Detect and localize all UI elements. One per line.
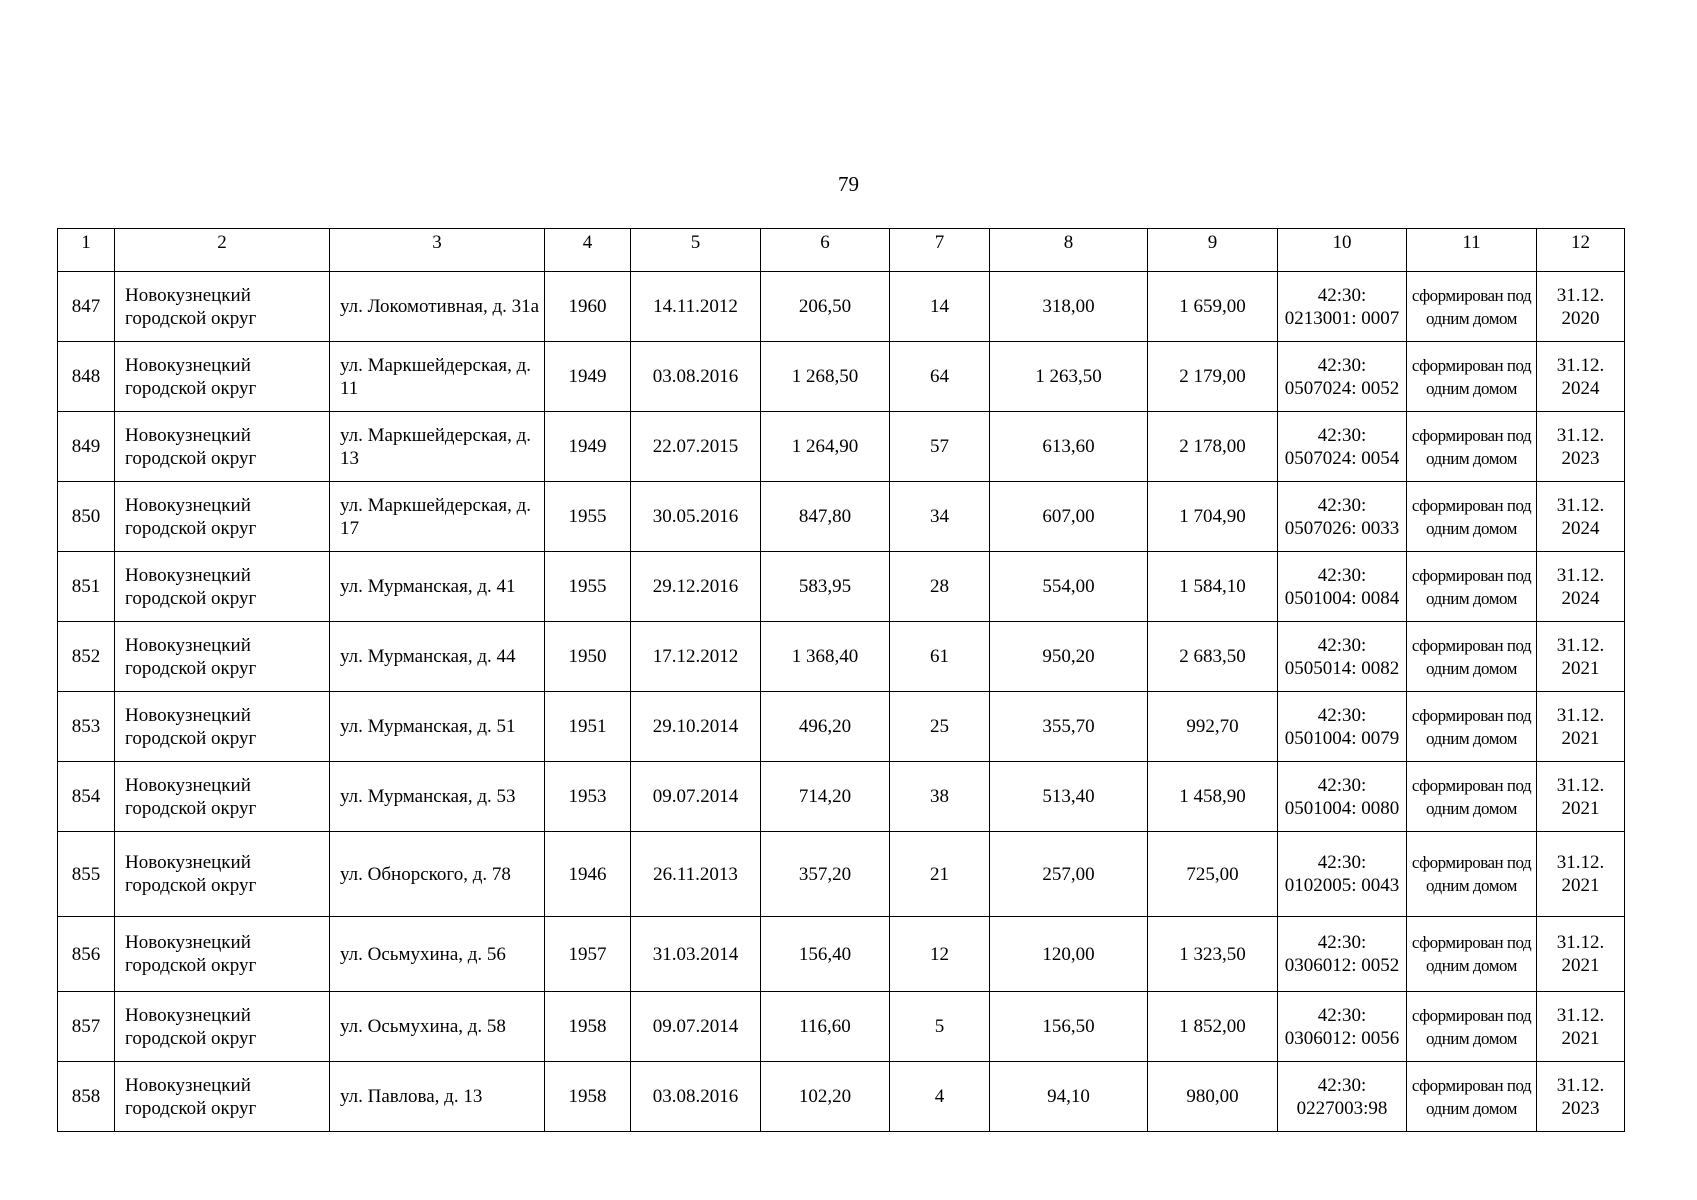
deadline-cell: 31.12. 2021 xyxy=(1537,762,1625,832)
municipality-cell: Новокузнецкий городской округ xyxy=(115,622,330,692)
column-header: 10 xyxy=(1278,229,1407,272)
deadline-cell: 31.12. 2024 xyxy=(1537,552,1625,622)
value-cell: 554,00 xyxy=(990,552,1148,622)
table-row xyxy=(58,917,1625,992)
value-cell: 94,10 xyxy=(990,1062,1148,1132)
row-number: 852 xyxy=(58,622,115,692)
value-cell: 1 584,10 xyxy=(1148,552,1278,622)
value-cell: 25 xyxy=(890,692,990,762)
deadline-cell: 31.12. 2023 xyxy=(1537,1062,1625,1132)
column-header: 4 xyxy=(545,229,631,272)
row-number: 848 xyxy=(58,342,115,412)
value-cell: 1 323,50 xyxy=(1148,917,1278,992)
row-number: 857 xyxy=(58,992,115,1062)
value-cell: 1 852,00 xyxy=(1148,992,1278,1062)
municipality-cell: Новокузнецкий городской округ xyxy=(115,917,330,992)
deadline-cell: 31.12. 2021 xyxy=(1537,692,1625,762)
status-cell: сформирован под одним домом xyxy=(1407,342,1537,412)
municipality-cell: Новокузнецкий городской округ xyxy=(115,692,330,762)
address-cell: ул. Локомотивная, д. 31а xyxy=(330,272,545,342)
column-header: 5 xyxy=(631,229,761,272)
date-cell: 26.11.2013 xyxy=(631,832,761,917)
value-cell: 4 xyxy=(890,1062,990,1132)
value-cell: 513,40 xyxy=(990,762,1148,832)
value-cell: 156,40 xyxy=(761,917,890,992)
cadastral-cell: 42:30: 0306012: 0056 xyxy=(1278,992,1407,1062)
year-cell: 1951 xyxy=(545,692,631,762)
value-cell: 64 xyxy=(890,342,990,412)
value-cell: 496,20 xyxy=(761,692,890,762)
date-cell: 09.07.2014 xyxy=(631,992,761,1062)
municipality-cell: Новокузнецкий городской округ xyxy=(115,412,330,482)
table-row xyxy=(58,482,1625,552)
value-cell: 57 xyxy=(890,412,990,482)
value-cell: 355,70 xyxy=(990,692,1148,762)
column-header: 1 xyxy=(58,229,115,272)
value-cell: 2 178,00 xyxy=(1148,412,1278,482)
cadastral-cell: 42:30: 0505014: 0082 xyxy=(1278,622,1407,692)
address-cell: ул. Мурманская, д. 44 xyxy=(330,622,545,692)
cadastral-cell: 42:30: 0306012: 0052 xyxy=(1278,917,1407,992)
address-cell: ул. Павлова, д. 13 xyxy=(330,1062,545,1132)
value-cell: 206,50 xyxy=(761,272,890,342)
year-cell: 1949 xyxy=(545,342,631,412)
value-cell: 357,20 xyxy=(761,832,890,917)
row-number: 855 xyxy=(58,832,115,917)
table-row xyxy=(58,762,1625,832)
column-header: 3 xyxy=(330,229,545,272)
column-header: 9 xyxy=(1148,229,1278,272)
status-cell: сформирован под одним домом xyxy=(1407,482,1537,552)
value-cell: 1 264,90 xyxy=(761,412,890,482)
table-row xyxy=(58,692,1625,762)
row-number: 856 xyxy=(58,917,115,992)
value-cell: 34 xyxy=(890,482,990,552)
table-row xyxy=(58,342,1625,412)
year-cell: 1957 xyxy=(545,917,631,992)
page-number: 79 xyxy=(838,172,859,196)
cadastral-cell: 42:30: 0501004: 0080 xyxy=(1278,762,1407,832)
address-cell: ул. Маркшейдерская, д. 17 xyxy=(330,482,545,552)
row-number: 851 xyxy=(58,552,115,622)
table-row xyxy=(58,412,1625,482)
year-cell: 1949 xyxy=(545,412,631,482)
deadline-cell: 31.12. 2023 xyxy=(1537,412,1625,482)
date-cell: 29.12.2016 xyxy=(631,552,761,622)
table-row xyxy=(58,272,1625,342)
status-cell: сформирован под одним домом xyxy=(1407,762,1537,832)
column-header: 2 xyxy=(115,229,330,272)
status-cell: сформирован под одним домом xyxy=(1407,917,1537,992)
column-header: 8 xyxy=(990,229,1148,272)
value-cell: 21 xyxy=(890,832,990,917)
cadastral-cell: 42:30: 0213001: 0007 xyxy=(1278,272,1407,342)
housing-registry-table xyxy=(57,228,1625,1132)
deadline-cell: 31.12. 2021 xyxy=(1537,832,1625,917)
value-cell: 102,20 xyxy=(761,1062,890,1132)
value-cell: 28 xyxy=(890,552,990,622)
status-cell: сформирован под одним домом xyxy=(1407,552,1537,622)
deadline-cell: 31.12. 2024 xyxy=(1537,482,1625,552)
address-cell: ул. Обнорского, д. 78 xyxy=(330,832,545,917)
value-cell: 980,00 xyxy=(1148,1062,1278,1132)
date-cell: 03.08.2016 xyxy=(631,342,761,412)
value-cell: 714,20 xyxy=(761,762,890,832)
value-cell: 12 xyxy=(890,917,990,992)
value-cell: 992,70 xyxy=(1148,692,1278,762)
value-cell: 318,00 xyxy=(990,272,1148,342)
row-number: 854 xyxy=(58,762,115,832)
deadline-cell: 31.12. 2021 xyxy=(1537,622,1625,692)
date-cell: 17.12.2012 xyxy=(631,622,761,692)
value-cell: 1 458,90 xyxy=(1148,762,1278,832)
date-cell: 14.11.2012 xyxy=(631,272,761,342)
row-number: 858 xyxy=(58,1062,115,1132)
table-row xyxy=(58,1062,1625,1132)
year-cell: 1953 xyxy=(545,762,631,832)
row-number: 847 xyxy=(58,272,115,342)
address-cell: ул. Мурманская, д. 51 xyxy=(330,692,545,762)
year-cell: 1955 xyxy=(545,552,631,622)
cadastral-cell: 42:30: 0507024: 0054 xyxy=(1278,412,1407,482)
date-cell: 31.03.2014 xyxy=(631,917,761,992)
municipality-cell: Новокузнецкий городской округ xyxy=(115,992,330,1062)
row-number: 849 xyxy=(58,412,115,482)
value-cell: 2 683,50 xyxy=(1148,622,1278,692)
date-cell: 30.05.2016 xyxy=(631,482,761,552)
year-cell: 1955 xyxy=(545,482,631,552)
status-cell: сформирован под одним домом xyxy=(1407,622,1537,692)
cadastral-cell: 42:30: 0501004: 0079 xyxy=(1278,692,1407,762)
status-cell: сформирован под одним домом xyxy=(1407,272,1537,342)
cadastral-cell: 42:30: 0501004: 0084 xyxy=(1278,552,1407,622)
deadline-cell: 31.12. 2020 xyxy=(1537,272,1625,342)
row-number: 850 xyxy=(58,482,115,552)
value-cell: 156,50 xyxy=(990,992,1148,1062)
status-cell: сформирован под одним домом xyxy=(1407,692,1537,762)
status-cell: сформирован под одним домом xyxy=(1407,992,1537,1062)
municipality-cell: Новокузнецкий городской округ xyxy=(115,482,330,552)
cadastral-cell: 42:30: 0102005: 0043 xyxy=(1278,832,1407,917)
date-cell: 03.08.2016 xyxy=(631,1062,761,1132)
status-cell: сформирован под одним домом xyxy=(1407,1062,1537,1132)
value-cell: 1 659,00 xyxy=(1148,272,1278,342)
value-cell: 257,00 xyxy=(990,832,1148,917)
value-cell: 847,80 xyxy=(761,482,890,552)
column-header: 11 xyxy=(1407,229,1537,272)
address-cell: ул. Маркшейдерская, д. 13 xyxy=(330,412,545,482)
value-cell: 950,20 xyxy=(990,622,1148,692)
status-cell: сформирован под одним домом xyxy=(1407,832,1537,917)
status-cell: сформирован под одним домом xyxy=(1407,412,1537,482)
deadline-cell: 31.12. 2024 xyxy=(1537,342,1625,412)
value-cell: 607,00 xyxy=(990,482,1148,552)
year-cell: 1950 xyxy=(545,622,631,692)
cadastral-cell: 42:30: 0507026: 0033 xyxy=(1278,482,1407,552)
value-cell: 116,60 xyxy=(761,992,890,1062)
value-cell: 583,95 xyxy=(761,552,890,622)
municipality-cell: Новокузнецкий городской округ xyxy=(115,272,330,342)
municipality-cell: Новокузнецкий городской округ xyxy=(115,832,330,917)
value-cell: 2 179,00 xyxy=(1148,342,1278,412)
value-cell: 5 xyxy=(890,992,990,1062)
row-number: 853 xyxy=(58,692,115,762)
value-cell: 725,00 xyxy=(1148,832,1278,917)
value-cell: 1 368,40 xyxy=(761,622,890,692)
municipality-cell: Новокузнецкий городской округ xyxy=(115,1062,330,1132)
cadastral-cell: 42:30: 0507024: 0052 xyxy=(1278,342,1407,412)
address-cell: ул. Мурманская, д. 53 xyxy=(330,762,545,832)
value-cell: 120,00 xyxy=(990,917,1148,992)
value-cell: 1 704,90 xyxy=(1148,482,1278,552)
table-row xyxy=(58,992,1625,1062)
header-row xyxy=(58,229,1625,272)
table-row xyxy=(58,552,1625,622)
value-cell: 14 xyxy=(890,272,990,342)
cadastral-cell: 42:30: 0227003:98 xyxy=(1278,1062,1407,1132)
date-cell: 09.07.2014 xyxy=(631,762,761,832)
date-cell: 29.10.2014 xyxy=(631,692,761,762)
value-cell: 1 263,50 xyxy=(990,342,1148,412)
address-cell: ул. Маркшейдерская, д. 11 xyxy=(330,342,545,412)
year-cell: 1946 xyxy=(545,832,631,917)
year-cell: 1960 xyxy=(545,272,631,342)
column-header: 12 xyxy=(1537,229,1625,272)
year-cell: 1958 xyxy=(545,992,631,1062)
municipality-cell: Новокузнецкий городской округ xyxy=(115,342,330,412)
table-row xyxy=(58,622,1625,692)
value-cell: 61 xyxy=(890,622,990,692)
year-cell: 1958 xyxy=(545,1062,631,1132)
date-cell: 22.07.2015 xyxy=(631,412,761,482)
address-cell: ул. Осьмухина, д. 58 xyxy=(330,992,545,1062)
value-cell: 38 xyxy=(890,762,990,832)
column-header: 6 xyxy=(761,229,890,272)
column-header: 7 xyxy=(890,229,990,272)
municipality-cell: Новокузнецкий городской округ xyxy=(115,552,330,622)
deadline-cell: 31.12. 2021 xyxy=(1537,917,1625,992)
address-cell: ул. Мурманская, д. 41 xyxy=(330,552,545,622)
value-cell: 1 268,50 xyxy=(761,342,890,412)
municipality-cell: Новокузнецкий городской округ xyxy=(115,762,330,832)
address-cell: ул. Осьмухина, д. 56 xyxy=(330,917,545,992)
deadline-cell: 31.12. 2021 xyxy=(1537,992,1625,1062)
value-cell: 613,60 xyxy=(990,412,1148,482)
table-row xyxy=(58,832,1625,917)
